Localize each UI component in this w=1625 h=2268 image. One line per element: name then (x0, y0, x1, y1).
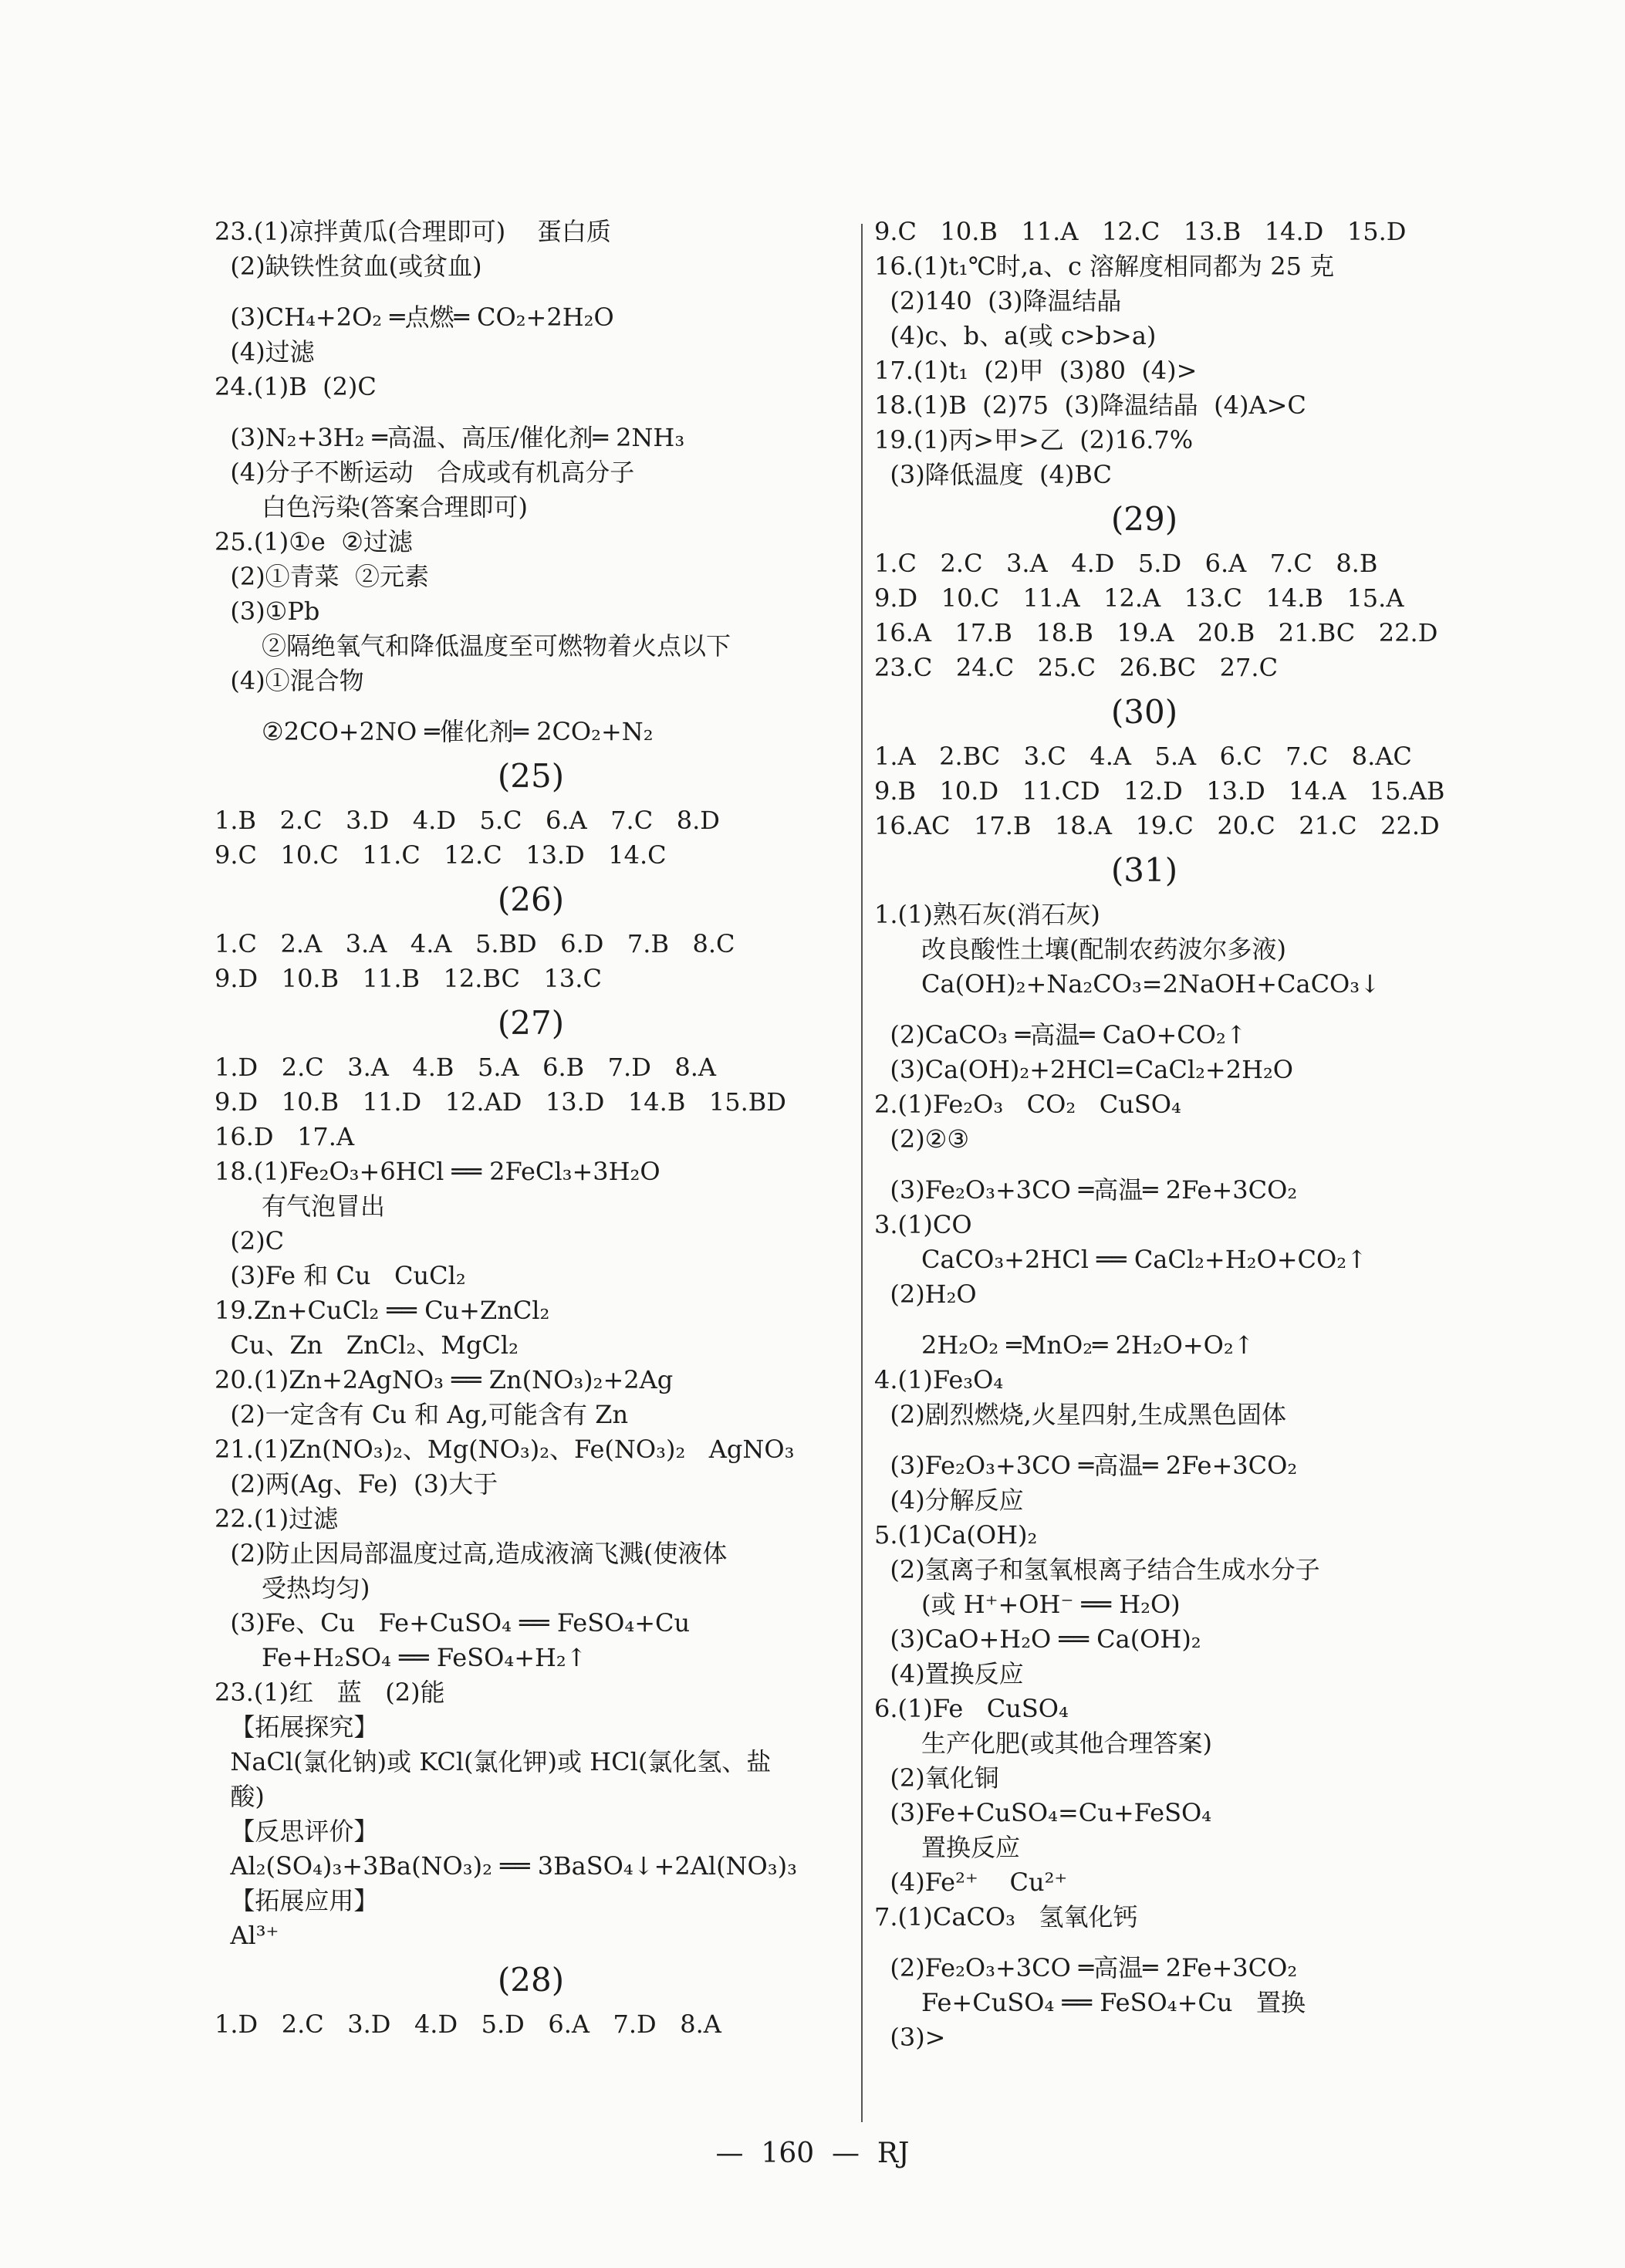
section-heading: (25) (497, 757, 565, 795)
answer-line: 18.(1)B (2)75 (3)降温结晶 (4)A>C (874, 390, 1306, 420)
answer-line: 23.(1)红 蓝 (2)能 (215, 1678, 445, 1707)
answer-line: 置换反应 (874, 1833, 1021, 1862)
answer-line: (3)> (874, 2023, 946, 2052)
answer-line: ②隔绝氧气和降低温度至可燃物着火点以下 (215, 631, 731, 661)
section-heading: (31) (1110, 851, 1178, 889)
answer-line: 9.C 10.C 11.C 12.C 13.D 14.C (215, 840, 667, 870)
answer-line: 有气泡冒出 (215, 1191, 386, 1221)
answer-line: 16.AC 17.B 18.A 19.C 20.C 21.C 22.D (874, 811, 1440, 840)
answer-line: (2)氧化铜 (874, 1763, 999, 1793)
answer-line: 1.D 2.C 3.A 4.B 5.A 6.B 7.D 8.A (215, 1053, 717, 1082)
left-column (215, 215, 847, 2042)
answer-line: 1.D 2.C 3.D 4.D 5.D 6.A 7.D 8.A (215, 2009, 721, 2039)
section-heading: (26) (497, 880, 565, 918)
answer-line: (或 H⁺+OH⁻ ══ H₂O) (874, 1590, 1181, 1619)
answer-line: 1.C 2.C 3.A 4.D 5.D 6.A 7.C 8.B (874, 549, 1378, 578)
answer-line: ②2CO+2NO ═催化剂═ 2CO₂+N₂ (215, 717, 654, 746)
answer-line: Al₂(SO₄)₃+3Ba(NO₃)₂ ══ 3BaSO₄↓+2Al(NO₃)₃ (215, 1851, 797, 1881)
section-heading: (29) (1110, 500, 1178, 538)
answer-line: (3)CaO+H₂O ══ Ca(OH)₂ (874, 1624, 1201, 1654)
answer-line: (4)分子不断运动 合成或有机高分子 (215, 458, 635, 487)
answer-line: (4)置换反应 (874, 1659, 1024, 1688)
answer-line: Fe+H₂SO₄ ══ FeSO₄+H₂↑ (215, 1643, 587, 1672)
answer-line: 3.(1)CO (874, 1210, 972, 1239)
answer-line: (3)Fe 和 Cu CuCl₂ (215, 1261, 466, 1290)
answer-line: 9.B 10.D 11.CD 12.D 13.D 14.A 15.AB (874, 776, 1445, 806)
answer-line: (3)CH₄+2O₂ ═点燃═ CO₂+2H₂O (215, 303, 614, 332)
answer-line: 【拓展应用】 (215, 1886, 379, 1915)
answer-line: (3)Fe₂O₃+3CO ═高温═ 2Fe+3CO₂ (874, 1175, 1298, 1205)
answer-line: 改良酸性土壤(配制农药波尔多液) (874, 935, 1287, 964)
answer-line: 20.(1)Zn+2AgNO₃ ══ Zn(NO₃)₂+2Ag (215, 1365, 674, 1394)
answer-line: 24.(1)B (2)C (215, 372, 377, 401)
answer-line: 【反思评价】 (215, 1817, 379, 1846)
answer-line: (2)140 (3)降温结晶 (874, 286, 1122, 316)
right-column (874, 215, 1445, 2055)
answer-line: (3)Ca(OH)₂+2HCl=CaCl₂+2H₂O (874, 1055, 1294, 1084)
answer-line: (2)CaCO₃ ═高温═ CaO+CO₂↑ (874, 1020, 1247, 1049)
answer-line: 酸) (215, 1782, 265, 1811)
answer-line: 【拓展探究】 (215, 1712, 379, 1742)
answer-line: 16.D 17.A (215, 1122, 355, 1151)
answer-line: 19.Zn+CuCl₂ ══ Cu+ZnCl₂ (215, 1296, 550, 1325)
answer-line: (2)两(Ag、Fe) (3)大于 (215, 1469, 498, 1499)
answer-line: (2)一定含有 Cu 和 Ag,可能含有 Zn (215, 1400, 629, 1429)
answer-line: Fe+CuSO₄ ══ FeSO₄+Cu 置换 (874, 1988, 1306, 2017)
answer-line: (2)缺铁性贫血(或贫血) (215, 252, 482, 281)
answer-line: 5.(1)Ca(OH)₂ (874, 1520, 1038, 1550)
answer-line: 2.(1)Fe₂O₃ CO₂ CuSO₄ (874, 1090, 1181, 1119)
answer-line: 6.(1)Fe CuSO₄ (874, 1694, 1069, 1723)
column-divider (861, 224, 863, 2122)
answer-line: (3)Fe、Cu Fe+CuSO₄ ══ FeSO₄+Cu (215, 1608, 691, 1638)
answer-line: (3)①Pb (215, 597, 320, 626)
answer-line: (2)②③ (874, 1124, 970, 1154)
answer-line: Al³⁺ (215, 1921, 279, 1950)
answer-line: 生产化肥(或其他合理答案) (874, 1729, 1213, 1758)
answer-line: 9.D 10.B 11.B 12.BC 13.C (215, 964, 602, 993)
answer-line: (4)c、b、a(或 c>b>a) (874, 321, 1157, 350)
answer-line: 1.A 2.BC 3.C 4.A 5.A 6.C 7.C 8.AC (874, 742, 1412, 771)
answer-line: (4)①混合物 (215, 666, 364, 695)
section-heading: (30) (1110, 693, 1178, 731)
answer-line: (2)剧烈燃烧,火星四射,生成黑色固体 (874, 1400, 1287, 1429)
answer-line: (4)过滤 (215, 337, 315, 367)
answer-line: (3)Fe₂O₃+3CO ═高温═ 2Fe+3CO₂ (874, 1451, 1298, 1480)
answer-line: 4.(1)Fe₃O₄ (874, 1365, 1004, 1394)
answer-line: NaCl(氯化钠)或 KCl(氯化钾)或 HCl(氯化氢、盐 (215, 1747, 772, 1776)
answer-line: 22.(1)过滤 (215, 1504, 339, 1533)
answer-line: (4)Fe²⁺ Cu²⁺ (874, 1867, 1068, 1897)
answer-line: (2)H₂O (874, 1279, 977, 1309)
answer-line: 21.(1)Zn(NO₃)₂、Mg(NO₃)₂、Fe(NO₃)₂ AgNO₃ (215, 1435, 795, 1464)
answer-line: 白色污染(答案合理即可) (215, 492, 529, 522)
answer-line: 1.B 2.C 3.D 4.D 5.C 6.A 7.C 8.D (215, 806, 720, 835)
answer-line: 19.(1)丙>甲>乙 (2)16.7% (874, 425, 1194, 455)
answer-line: 1.(1)熟石灰(消石灰) (874, 900, 1100, 929)
answer-line: 2H₂O₂ ═MnO₂═ 2H₂O+O₂↑ (874, 1330, 1255, 1360)
answer-line: (2)①青菜 ②元素 (215, 562, 430, 591)
answer-line: (3)Fe+CuSO₄=Cu+FeSO₄ (874, 1798, 1212, 1827)
answer-line: 9.D 10.B 11.D 12.AD 13.D 14.B 15.BD (215, 1087, 786, 1117)
answer-line: 7.(1)CaCO₃ 氢氧化钙 (874, 1902, 1138, 1932)
answer-line: 9.D 10.C 11.A 12.A 13.C 14.B 15.A (874, 583, 1404, 613)
answer-line: 9.C 10.B 11.A 12.C 13.B 14.D 15.D (874, 217, 1407, 246)
answer-line: 16.(1)t₁℃时,a、c 溶解度相同都为 25 克 (874, 252, 1335, 281)
answer-line: 25.(1)①e ②过滤 (215, 527, 413, 556)
page-footer: — 160 — RJ (715, 2138, 910, 2169)
answer-line: (3)降低温度 (4)BC (874, 460, 1112, 489)
answer-line: 受热均匀) (215, 1573, 370, 1603)
answer-line: 17.(1)t₁ (2)甲 (3)80 (4)> (874, 356, 1198, 385)
answer-line: 1.C 2.A 3.A 4.A 5.BD 6.D 7.B 8.C (215, 929, 735, 958)
answer-line: 18.(1)Fe₂O₃+6HCl ══ 2FeCl₃+3H₂O (215, 1157, 660, 1186)
section-heading: (27) (497, 1004, 565, 1042)
answer-line: (4)分解反应 (874, 1486, 1024, 1515)
answer-line: 16.A 17.B 18.B 19.A 20.B 21.BC 22.D (874, 618, 1438, 647)
answer-line: (2)氢离子和氢氧根离子结合生成水分子 (874, 1555, 1320, 1584)
section-heading: (28) (497, 1961, 565, 1999)
answer-line: (3)N₂+3H₂ ═高温、高压/催化剂═ 2NH₃ (215, 423, 685, 452)
answer-line: (2)Fe₂O₃+3CO ═高温═ 2Fe+3CO₂ (874, 1953, 1298, 1982)
answer-line: Cu、Zn ZnCl₂、MgCl₂ (215, 1330, 519, 1360)
answer-line: 23.(1)凉拌黄瓜(合理即可) 蛋白质 (215, 217, 611, 246)
answer-line: 23.C 24.C 25.C 26.BC 27.C (874, 653, 1279, 682)
answer-line: CaCO₃+2HCl ══ CaCl₂+H₂O+CO₂↑ (874, 1245, 1367, 1274)
answer-line: (2)防止因局部温度过高,造成液滴飞溅(使液体 (215, 1539, 728, 1568)
answer-line: Ca(OH)₂+Na₂CO₃=2NaOH+CaCO₃↓ (874, 969, 1380, 999)
answer-line: (2)C (215, 1226, 285, 1256)
